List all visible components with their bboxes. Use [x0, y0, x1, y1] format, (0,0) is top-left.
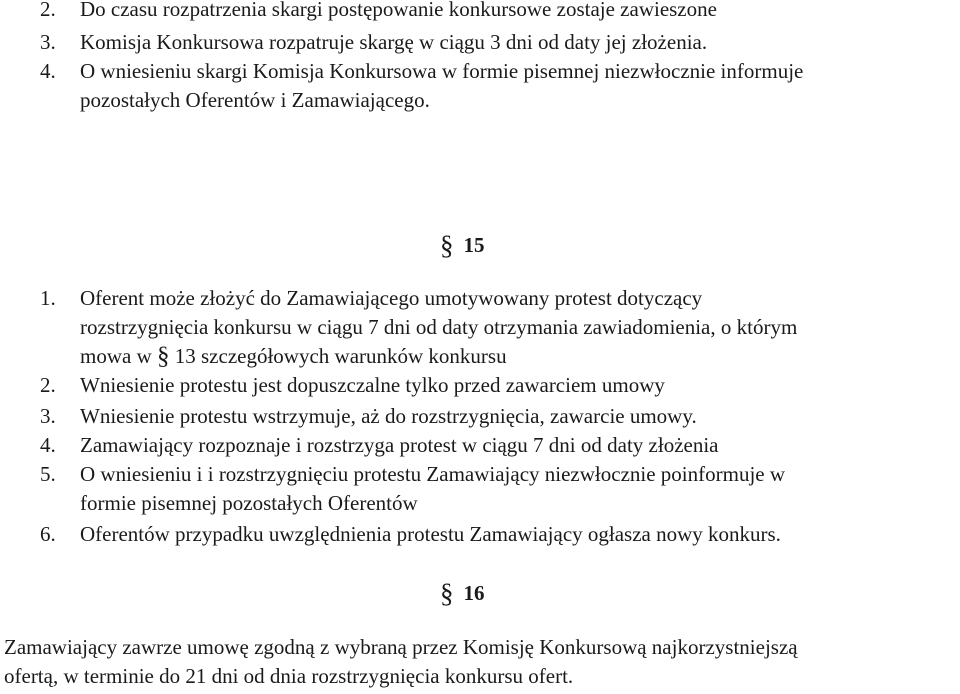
paragraph-line: Zamawiający zawrze umowę zgodną z wybraną przez Komisję Konkursową najkorzystniejszą: [4, 635, 798, 659]
continuation-text: 13 szczegółowych warunków konkursu: [174, 344, 507, 368]
list-text: Zamawiający rozpoznaje i rozstrzyga protest w ciągu 7 dni od daty złożenia: [80, 433, 719, 457]
list-text: O wniesieniu skargi Komisja Konkursowa w formie pisemnej niezwłocznie informuje: [80, 59, 804, 83]
list-item: [40, 432, 719, 458]
list-item-continuation: [80, 343, 507, 369]
continuation-text: mowa w: [80, 344, 152, 368]
section-number: 16: [463, 581, 485, 605]
list-item: [40, 461, 785, 487]
list-number: 5.: [40, 462, 56, 486]
list-item: [40, 403, 697, 429]
paragraph-line: ofertą, w terminie do 21 dni od dnia rozstrzygnięcia konkursu ofert.: [4, 664, 574, 688]
list-item-continuation: formie pisemnej pozostałych Oferentów: [80, 491, 418, 515]
list-text: Komisja Konkursowa rozpatruje skargę w ciągu 3 dni od daty jej złożenia.: [80, 30, 708, 54]
list-number: 4.: [40, 59, 56, 83]
paragraph-sign: §: [157, 343, 170, 370]
list-item: [40, 58, 803, 84]
list-number: 6.: [40, 522, 56, 546]
list-number: 1.: [40, 286, 56, 310]
section-heading: [440, 576, 485, 608]
list-item: [40, 372, 665, 398]
list-text: Wniesienie protestu wstrzymuje, aż do rozstrzygnięcia, zawarcie umowy.: [80, 404, 697, 428]
paragraph-sign: §: [440, 578, 454, 608]
list-number: 2.: [40, 373, 56, 397]
section-heading: [440, 228, 485, 260]
list-item: [40, 0, 717, 22]
list-item-continuation: pozostałych Oferentów i Zamawiającego.: [80, 88, 430, 112]
section-number: 15: [463, 233, 485, 257]
list-text: O wniesieniu i i rozstrzygnięciu protestu Zamawiający niezwłocznie poinformuje w: [80, 462, 786, 486]
paragraph-sign: §: [440, 230, 454, 260]
list-item: [40, 29, 707, 55]
list-text: Do czasu rozpatrzenia skargi postępowanie konkursowe zostaje zawieszone: [80, 0, 717, 21]
list-text: Oferentów przypadku uwzględnienia protestu Zamawiający ogłasza nowy konkurs.: [80, 522, 781, 546]
list-number: 3.: [40, 30, 56, 54]
list-number: 4.: [40, 433, 56, 457]
list-number: 2.: [40, 0, 56, 21]
list-item: [40, 521, 781, 547]
list-item-continuation: rozstrzygnięcia konkursu w ciągu 7 dni od daty otrzymania zawiadomienia, o którym: [80, 315, 798, 339]
list-item: [40, 285, 702, 311]
list-text: Wniesienie protestu jest dopuszczalne tylko przed zawarciem umowy: [80, 373, 665, 397]
list-number: 3.: [40, 404, 56, 428]
list-text: Oferent może złożyć do Zamawiającego umotywowany protest dotyczący: [80, 286, 703, 310]
